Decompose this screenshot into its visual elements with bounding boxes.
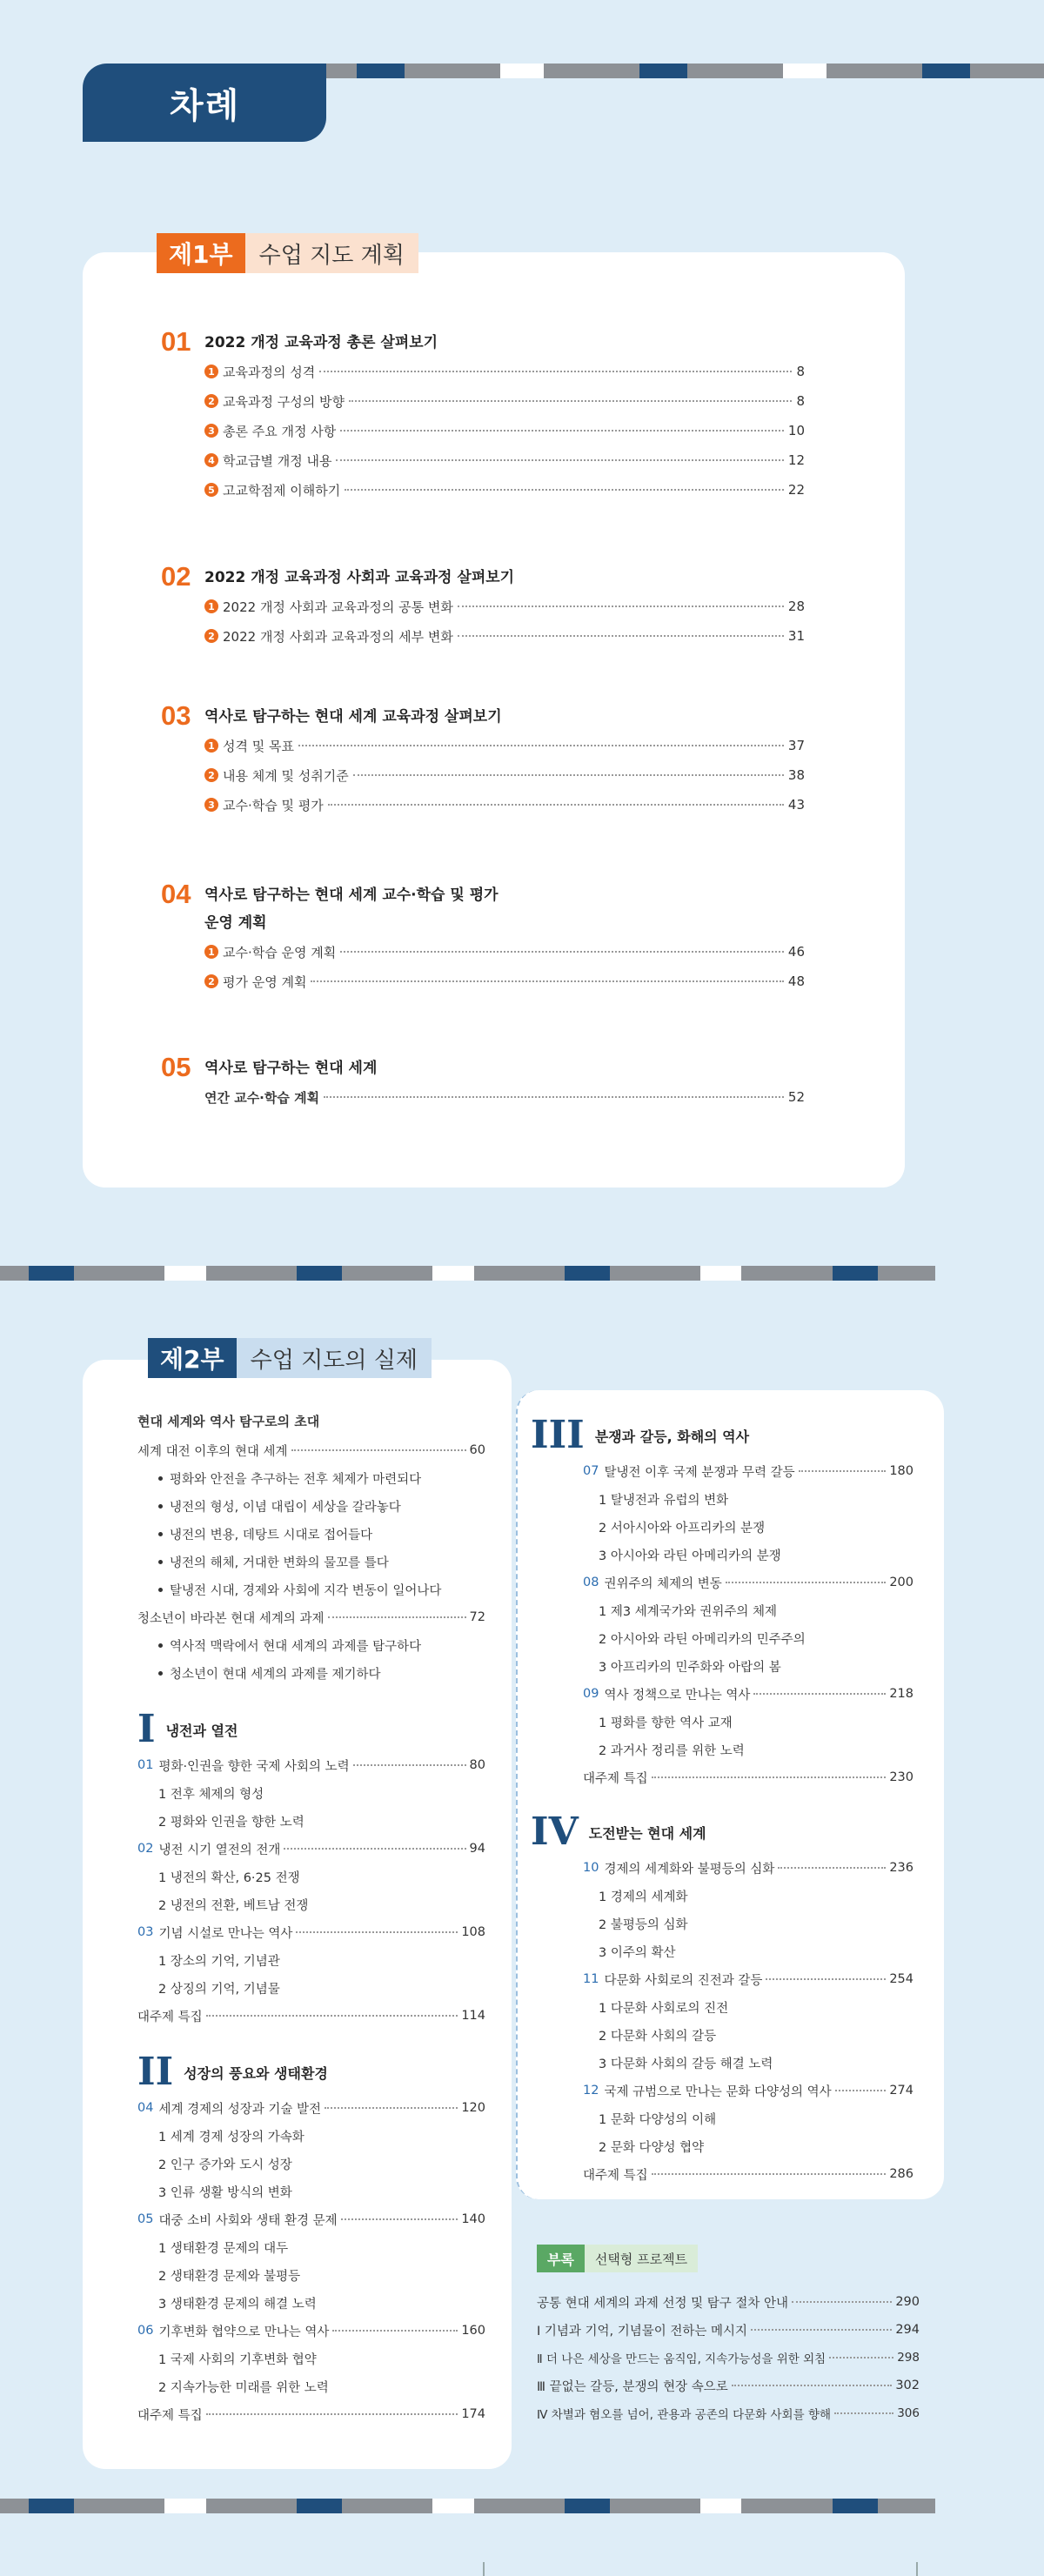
number-badge: 1 (204, 945, 218, 959)
intro-title[interactable]: 현대 세계와 역사 탐구로의 초대 (137, 1413, 320, 1429)
page-number: 290 (895, 2295, 920, 2309)
entry-text: 냉전 시기 열전의 전개 (158, 1843, 281, 1857)
roman-numeral: I (137, 1707, 156, 1751)
leader-dots (296, 1931, 458, 1933)
entry-text: 경제의 세계화와 불평등의 심화 (604, 1862, 775, 1877)
toc-sub-entry[interactable]: 1 국제 사회의 기후변화 협약 (158, 2352, 317, 2367)
page-number: 8 (796, 393, 805, 409)
chapter-number: 05 (161, 1052, 191, 1082)
entry-text: 공통 현대 세계의 과제 선정 및 탐구 절차 안내 (537, 2296, 788, 2311)
leader-dots (324, 1096, 784, 1098)
page-number: 8 (796, 364, 805, 379)
lesson-number: 12 (583, 2084, 599, 2098)
lesson-entry[interactable] (137, 2317, 485, 2345)
part1-chapter-05 (161, 1054, 805, 1112)
lesson-number: 11 (583, 1972, 599, 1986)
toc-entry[interactable] (204, 416, 805, 445)
toc-entry[interactable] (204, 386, 805, 416)
page-number: 10 (787, 423, 805, 438)
page-number: 12 (787, 452, 805, 468)
leader-dots (778, 1867, 886, 1869)
part1-number: 제1부 (157, 233, 245, 273)
toc-sub-entry[interactable] (137, 1464, 485, 1492)
leader-dots (325, 2107, 458, 2109)
leader-dots (652, 1776, 887, 1778)
page-number: 302 (895, 2379, 920, 2392)
part1-chapter-01 (161, 326, 805, 505)
entry-text: 2022 개정 사회과 교육과정의 세부 변화 (223, 628, 453, 645)
roman-numeral: II (137, 2050, 174, 2094)
chapter-title[interactable]: 역사로 탐구하는 현대 세계 교수·학습 및 평가 (204, 887, 499, 904)
entry-text: 다문화 사회로의 진전과 갈등 (604, 1973, 763, 1988)
appendix-entry[interactable] (537, 2344, 920, 2372)
number-badge: 2 (204, 768, 218, 782)
page-number: 108 (461, 1925, 485, 1939)
number-badge: 2 (204, 394, 218, 408)
lesson-entry[interactable] (531, 1680, 914, 1708)
entry-text: 고교학점제 이해하기 (223, 482, 341, 498)
entry-text: Ⅳ 차별과 혐오를 넘어, 관용과 공존의 다문화 사회를 향해 (537, 2408, 831, 2422)
entry-text: 평가 운영 계획 (223, 974, 307, 990)
lesson-entry[interactable] (531, 2077, 914, 2104)
leader-dots (349, 400, 793, 402)
lesson-entry[interactable] (137, 1835, 485, 1863)
unit-header (531, 1414, 914, 1457)
unit-header (531, 1810, 914, 1854)
toc-sub-entry[interactable]: 2 상징의 기억, 기념물 (158, 1982, 280, 1997)
page-number: 200 (889, 1576, 914, 1589)
lesson-entry[interactable] (137, 2094, 485, 2122)
number-badge: 1 (204, 739, 218, 753)
entry-text: 국제 규범으로 만나는 문화 다양성의 역사 (604, 2084, 832, 2099)
lesson-entry[interactable] (137, 2205, 485, 2233)
toc-sub-entry[interactable]: 2 생태환경 문제와 불평등 (158, 2269, 301, 2284)
entry-text: 교수·학습 운영 계획 (223, 944, 337, 960)
toc-entry[interactable] (204, 445, 805, 475)
toc-entry[interactable] (204, 937, 805, 967)
page-number: 60 (469, 1443, 485, 1457)
entry-text: 세계 대전 이후의 현대 세계 (137, 1444, 288, 1459)
roman-numeral: III (531, 1413, 585, 1457)
unit-header (137, 2051, 485, 2094)
lesson-number: 04 (137, 2101, 154, 2115)
toc-sub-entry[interactable]: 2 아시아와 라틴 아메리카의 민주주의 (599, 1632, 806, 1647)
appendix-entry[interactable] (537, 2288, 920, 2316)
toc-sub-entry[interactable]: 3 다문화 사회의 갈등 해결 노력 (599, 2057, 773, 2071)
toc-sub-entry[interactable] (137, 1659, 485, 1687)
toc-sub-entry[interactable]: 3 생태환경 문제의 해결 노력 (158, 2297, 317, 2312)
appendix-tag: 부록 (537, 2245, 585, 2272)
unit-title[interactable]: 도전받는 현대 세계 (588, 1824, 706, 1842)
leader-dots (353, 1764, 466, 1766)
appendix-label (537, 2245, 698, 2272)
lesson-entry[interactable] (137, 1751, 485, 1779)
toc-entry[interactable] (137, 1603, 485, 1631)
page-number: 236 (889, 1861, 914, 1875)
leader-dots (792, 2301, 892, 2303)
bullet-dot (158, 1532, 163, 1536)
toc-sub-entry[interactable]: 1 생태환경 문제의 대두 (158, 2241, 289, 2256)
entry-text: 교육과정의 성격 (223, 364, 316, 380)
page-number: 294 (895, 2323, 920, 2337)
part2-right-column (531, 1414, 914, 2188)
page-number: 180 (889, 1464, 914, 1478)
entry-text: 냉전의 변용, 데탕트 시대로 접어들다 (170, 1528, 373, 1542)
leader-dots (766, 1978, 886, 1980)
leader-dots (340, 951, 784, 953)
part2-number: 제2부 (148, 1338, 237, 1378)
bullet-dot (158, 1671, 163, 1676)
toc-sub-entry[interactable]: 1 냉전의 확산, 6·25 전쟁 (158, 1870, 300, 1885)
toc-entry[interactable] (137, 1436, 485, 1464)
appendix-entry[interactable] (537, 2316, 920, 2344)
entry-text: Ⅱ 더 나은 세상을 만드는 움직임, 지속가능성을 위한 외침 (537, 2352, 826, 2366)
lesson-entry[interactable] (137, 1918, 485, 1946)
entry-text: 청소년이 현대 세계의 과제를 제기하다 (170, 1667, 381, 1682)
leader-dots (652, 2173, 887, 2175)
appendix-entry[interactable] (537, 2399, 920, 2427)
crop-mark (483, 2562, 485, 2576)
lesson-number: 07 (583, 1464, 599, 1478)
toc-sub-entry[interactable]: 2 냉전의 전환, 베트남 전쟁 (158, 1898, 309, 1913)
number-badge: 3 (204, 798, 218, 812)
toc-sub-entry[interactable]: 1 문화 다양성의 이해 (599, 2112, 717, 2127)
toc-sub-entry[interactable]: 3 인류 생활 방식의 변화 (158, 2185, 292, 2200)
entry-text: 학교급별 개정 내용 (223, 452, 332, 469)
toc-entry[interactable] (204, 357, 805, 386)
entry-text: 대주제 특집 (583, 1771, 648, 1786)
page-number: 43 (787, 797, 805, 813)
entry-text: 냉전의 형성, 이념 대립이 세상을 갈라놓다 (170, 1500, 401, 1515)
page-number: 298 (897, 2351, 920, 2365)
toc-sub-entry[interactable]: 2 불평등의 심화 (599, 1917, 688, 1932)
bullet-dot (158, 1560, 163, 1564)
part1-chapter-04 (161, 881, 805, 996)
toc-entry[interactable] (204, 790, 805, 820)
chapter-title[interactable]: 2022 개정 교육과정 사회과 교육과정 살펴보기 (204, 569, 515, 586)
lesson-entry[interactable] (531, 1854, 914, 1882)
entry-text: 역사 정책으로 만나는 역사 (604, 1688, 751, 1703)
leader-dots (345, 489, 784, 491)
number-badge: 4 (204, 453, 218, 467)
toc-sub-entry[interactable]: 1 장소의 기억, 기념관 (158, 1954, 280, 1969)
entry-text: 대주제 특집 (583, 2168, 648, 2183)
leader-dots (340, 430, 784, 432)
special-entry[interactable] (137, 2400, 485, 2428)
leader-dots (336, 459, 783, 461)
appendix-list (537, 2288, 920, 2427)
lesson-number: 09 (583, 1687, 599, 1701)
entry-text: 교육과정 구성의 방향 (223, 393, 345, 410)
leader-dots (319, 371, 792, 372)
toc-entry[interactable] (204, 760, 805, 790)
number-badge: 1 (204, 599, 218, 613)
leader-dots (311, 980, 783, 982)
entry-text: 냉전의 해체, 거대한 변화의 물꼬를 틀다 (170, 1556, 389, 1570)
leader-dots (291, 1449, 466, 1451)
toc-sub-entry[interactable]: 1 다문화 사회로의 진전 (599, 2001, 729, 2016)
page-number: 254 (889, 1972, 914, 1986)
toc-sub-entry[interactable]: 1 경제의 세계화 (599, 1890, 688, 1904)
toc-sub-entry[interactable]: 2 지속가능한 미래를 위한 노력 (158, 2380, 329, 2395)
toc-sub-entry[interactable] (137, 1631, 485, 1659)
leader-dots (834, 2412, 893, 2414)
entry-text: 연간 교수·학습 계획 (204, 1089, 320, 1106)
special-entry[interactable] (531, 1763, 914, 1791)
unit-title[interactable]: 성장의 풍요와 생태환경 (184, 2064, 328, 2082)
entry-text: 평화와 안전을 추구하는 전후 체제가 마련되다 (170, 1472, 422, 1487)
chapter-title[interactable]: 역사로 탐구하는 현대 세계 (204, 1060, 378, 1077)
chapter-number: 03 (161, 700, 191, 731)
number-badge: 2 (204, 974, 218, 988)
lesson-number: 02 (137, 1842, 154, 1856)
entry-text: 대주제 특집 (137, 2408, 203, 2423)
toc-sub-entry[interactable]: 1 탈냉전과 유럽의 변화 (599, 1493, 729, 1508)
page-number: 52 (787, 1089, 805, 1105)
toc-sub-entry[interactable]: 2 문화 다양성 협약 (599, 2140, 705, 2155)
part1-label (157, 233, 418, 273)
chapter-number: 04 (161, 879, 191, 909)
entry-text: 총론 주요 개정 사항 (223, 423, 337, 439)
entry-text: 내용 체계 및 성취기준 (223, 767, 349, 784)
leader-dots (732, 2385, 893, 2386)
leader-dots (829, 2357, 893, 2359)
page-number: 48 (787, 974, 805, 989)
entry-text: 교수·학습 및 평가 (223, 797, 324, 813)
leader-dots (341, 2218, 458, 2220)
page-number: 274 (889, 2084, 914, 2098)
page-number: 38 (787, 767, 805, 783)
chapter-title[interactable]: 2022 개정 교육과정 총론 살펴보기 (204, 334, 438, 351)
toc-entry[interactable] (204, 592, 805, 621)
leader-dots (353, 774, 784, 776)
toc-sub-entry[interactable]: 1 평화를 향한 역사 교재 (599, 1716, 733, 1730)
middle-decorative-stripe (0, 1266, 935, 1281)
chapter-title[interactable]: 역사로 탐구하는 현대 세계 교육과정 살펴보기 (204, 708, 502, 726)
unit-header (137, 1708, 485, 1751)
toc-sub-entry[interactable]: 2 다문화 사회의 갈등 (599, 2029, 717, 2044)
toc-entry[interactable] (204, 1082, 805, 1112)
entry-text: Ⅲ 끝없는 갈등, 분쟁의 현장 속으로 (537, 2379, 728, 2394)
entry-text: 대주제 특집 (137, 2010, 203, 2024)
toc-sub-entry[interactable]: 1 세계 경제 성장의 가속화 (158, 2130, 304, 2144)
toc-sub-entry[interactable]: 3 아프리카의 민주화와 아랍의 봄 (599, 1660, 781, 1675)
entry-text: 기념 시설로 만나는 역사 (158, 1926, 293, 1941)
page-number: 114 (461, 2009, 485, 2023)
page-number: 306 (897, 2406, 920, 2420)
toc-sub-entry[interactable] (137, 1576, 485, 1603)
leader-dots (458, 635, 784, 637)
number-badge: 5 (204, 483, 218, 497)
toc-sub-entry[interactable] (137, 1520, 485, 1548)
bullet-dot (158, 1504, 163, 1509)
leader-dots (726, 1582, 887, 1583)
lesson-number: 01 (137, 1758, 154, 1772)
page-number: 218 (889, 1687, 914, 1701)
toc-entry[interactable] (204, 621, 805, 651)
leader-dots (206, 2015, 458, 2017)
leader-dots (298, 745, 784, 746)
page-number: 286 (889, 2167, 914, 2181)
lesson-number: 10 (583, 1861, 599, 1875)
crop-mark (916, 2562, 918, 2576)
page-number: 28 (787, 599, 805, 614)
page-number: 140 (461, 2212, 485, 2226)
entry-text: 기후변화 협약으로 만나는 역사 (158, 2325, 330, 2339)
leader-dots (328, 1616, 466, 1618)
leader-dots (753, 1693, 886, 1695)
lesson-number: 03 (137, 1925, 154, 1939)
toc-sub-entry[interactable]: 3 아시아와 라틴 아메리카의 분쟁 (599, 1549, 781, 1563)
leader-dots (835, 2090, 887, 2091)
entry-text: 성격 및 목표 (223, 738, 294, 754)
page-number: 160 (461, 2324, 485, 2338)
leader-dots (206, 2413, 458, 2415)
number-badge: 2 (204, 629, 218, 643)
toc-sub-entry[interactable]: 2 평화와 인권을 향한 노력 (158, 1815, 304, 1830)
toc-sub-entry[interactable]: 2 서아시아와 아프리카의 분쟁 (599, 1521, 766, 1536)
entry-text: 청소년이 바라본 현대 세계의 과제 (137, 1611, 325, 1626)
chapter-number: 01 (161, 326, 191, 357)
lesson-entry[interactable] (531, 1457, 914, 1485)
toc-sub-entry[interactable]: 1 전후 체제의 형성 (158, 1787, 264, 1802)
lesson-entry[interactable] (531, 1965, 914, 1993)
chapter-title-line2[interactable]: 운영 계획 (204, 914, 267, 932)
appendix-name: 선택형 프로젝트 (585, 2245, 698, 2272)
appendix-entry[interactable] (537, 2372, 920, 2399)
special-entry[interactable] (137, 2002, 485, 2030)
bottom-decorative-stripe (0, 2499, 935, 2513)
entry-text: 대중 소비 사회와 생태 환경 문제 (158, 2213, 338, 2228)
roman-numeral: IV (531, 1810, 579, 1854)
lesson-number: 05 (137, 2212, 154, 2226)
leader-dots (799, 1470, 887, 1472)
page-number: 31 (787, 628, 805, 644)
entry-text: 탈냉전 이후 국제 분쟁과 무력 갈등 (604, 1465, 795, 1480)
lesson-number: 06 (137, 2324, 154, 2338)
lesson-entry[interactable] (531, 1569, 914, 1596)
page-number: 46 (787, 944, 805, 960)
number-badge: 1 (204, 365, 218, 378)
toc-title: 차례 (83, 64, 326, 142)
bullet-dot (158, 1588, 163, 1592)
leader-dots (284, 1848, 465, 1850)
top-decorative-stripe (326, 64, 1044, 78)
part2-label (148, 1338, 432, 1378)
page-number: 80 (469, 1758, 485, 1772)
entry-text: 2022 개정 사회과 교육과정의 공통 변화 (223, 599, 453, 615)
part1-chapter-03 (161, 700, 805, 820)
page-number: 22 (787, 482, 805, 498)
page-number: 230 (889, 1770, 914, 1784)
page-number: 72 (469, 1610, 485, 1624)
leader-dots (751, 2329, 892, 2331)
leader-dots (332, 2330, 458, 2332)
entry-text: 역사적 맥락에서 현대 세계의 과제를 탐구하다 (170, 1639, 422, 1654)
number-badge: 3 (204, 424, 218, 438)
chapter-number: 02 (161, 561, 191, 592)
toc-sub-entry[interactable] (137, 1548, 485, 1576)
toc-entry[interactable] (204, 475, 805, 505)
part1-chapter-02 (161, 561, 805, 651)
toc-entry[interactable] (204, 967, 805, 996)
page-number: 120 (461, 2101, 485, 2115)
lesson-number: 08 (583, 1576, 599, 1589)
toc-entry[interactable] (204, 731, 805, 760)
page-number: 37 (787, 738, 805, 753)
entry-text: 세계 경제의 성장과 기술 발전 (158, 2102, 321, 2117)
toc-sub-entry[interactable] (137, 1492, 485, 1520)
unit-title[interactable]: 냉전과 열전 (165, 1722, 238, 1739)
toc-sub-entry[interactable]: 1 제3 세계국가와 권위주의 체제 (599, 1604, 777, 1619)
bullet-dot (158, 1476, 163, 1481)
page-number: 94 (469, 1842, 485, 1856)
page-number: 174 (461, 2407, 485, 2421)
part2-left-column (137, 1405, 485, 2428)
entry-text: 평화·인권을 향한 국제 사회의 노력 (158, 1759, 350, 1774)
unit-title[interactable]: 분쟁과 갈등, 화해의 역사 (594, 1428, 750, 1445)
entry-text: 탈냉전 시대, 경제와 사회에 지각 변동이 일어나다 (170, 1583, 442, 1598)
leader-dots (458, 606, 784, 607)
entry-text: Ⅰ 기념과 기억, 기념물이 전하는 메시지 (537, 2324, 748, 2338)
special-entry[interactable] (531, 2160, 914, 2188)
part1-name: 수업 지도 계획 (245, 233, 418, 273)
leader-dots (328, 804, 784, 806)
toc-sub-entry[interactable]: 2 과거사 정리를 위한 노력 (599, 1743, 745, 1758)
part2-name: 수업 지도의 실제 (237, 1338, 432, 1378)
toc-sub-entry[interactable]: 2 인구 증가와 도시 성장 (158, 2158, 292, 2172)
toc-sub-entry[interactable]: 3 이주의 확산 (599, 1945, 676, 1960)
bullet-dot (158, 1643, 163, 1648)
entry-text: 권위주의 체제의 변동 (604, 1576, 722, 1591)
